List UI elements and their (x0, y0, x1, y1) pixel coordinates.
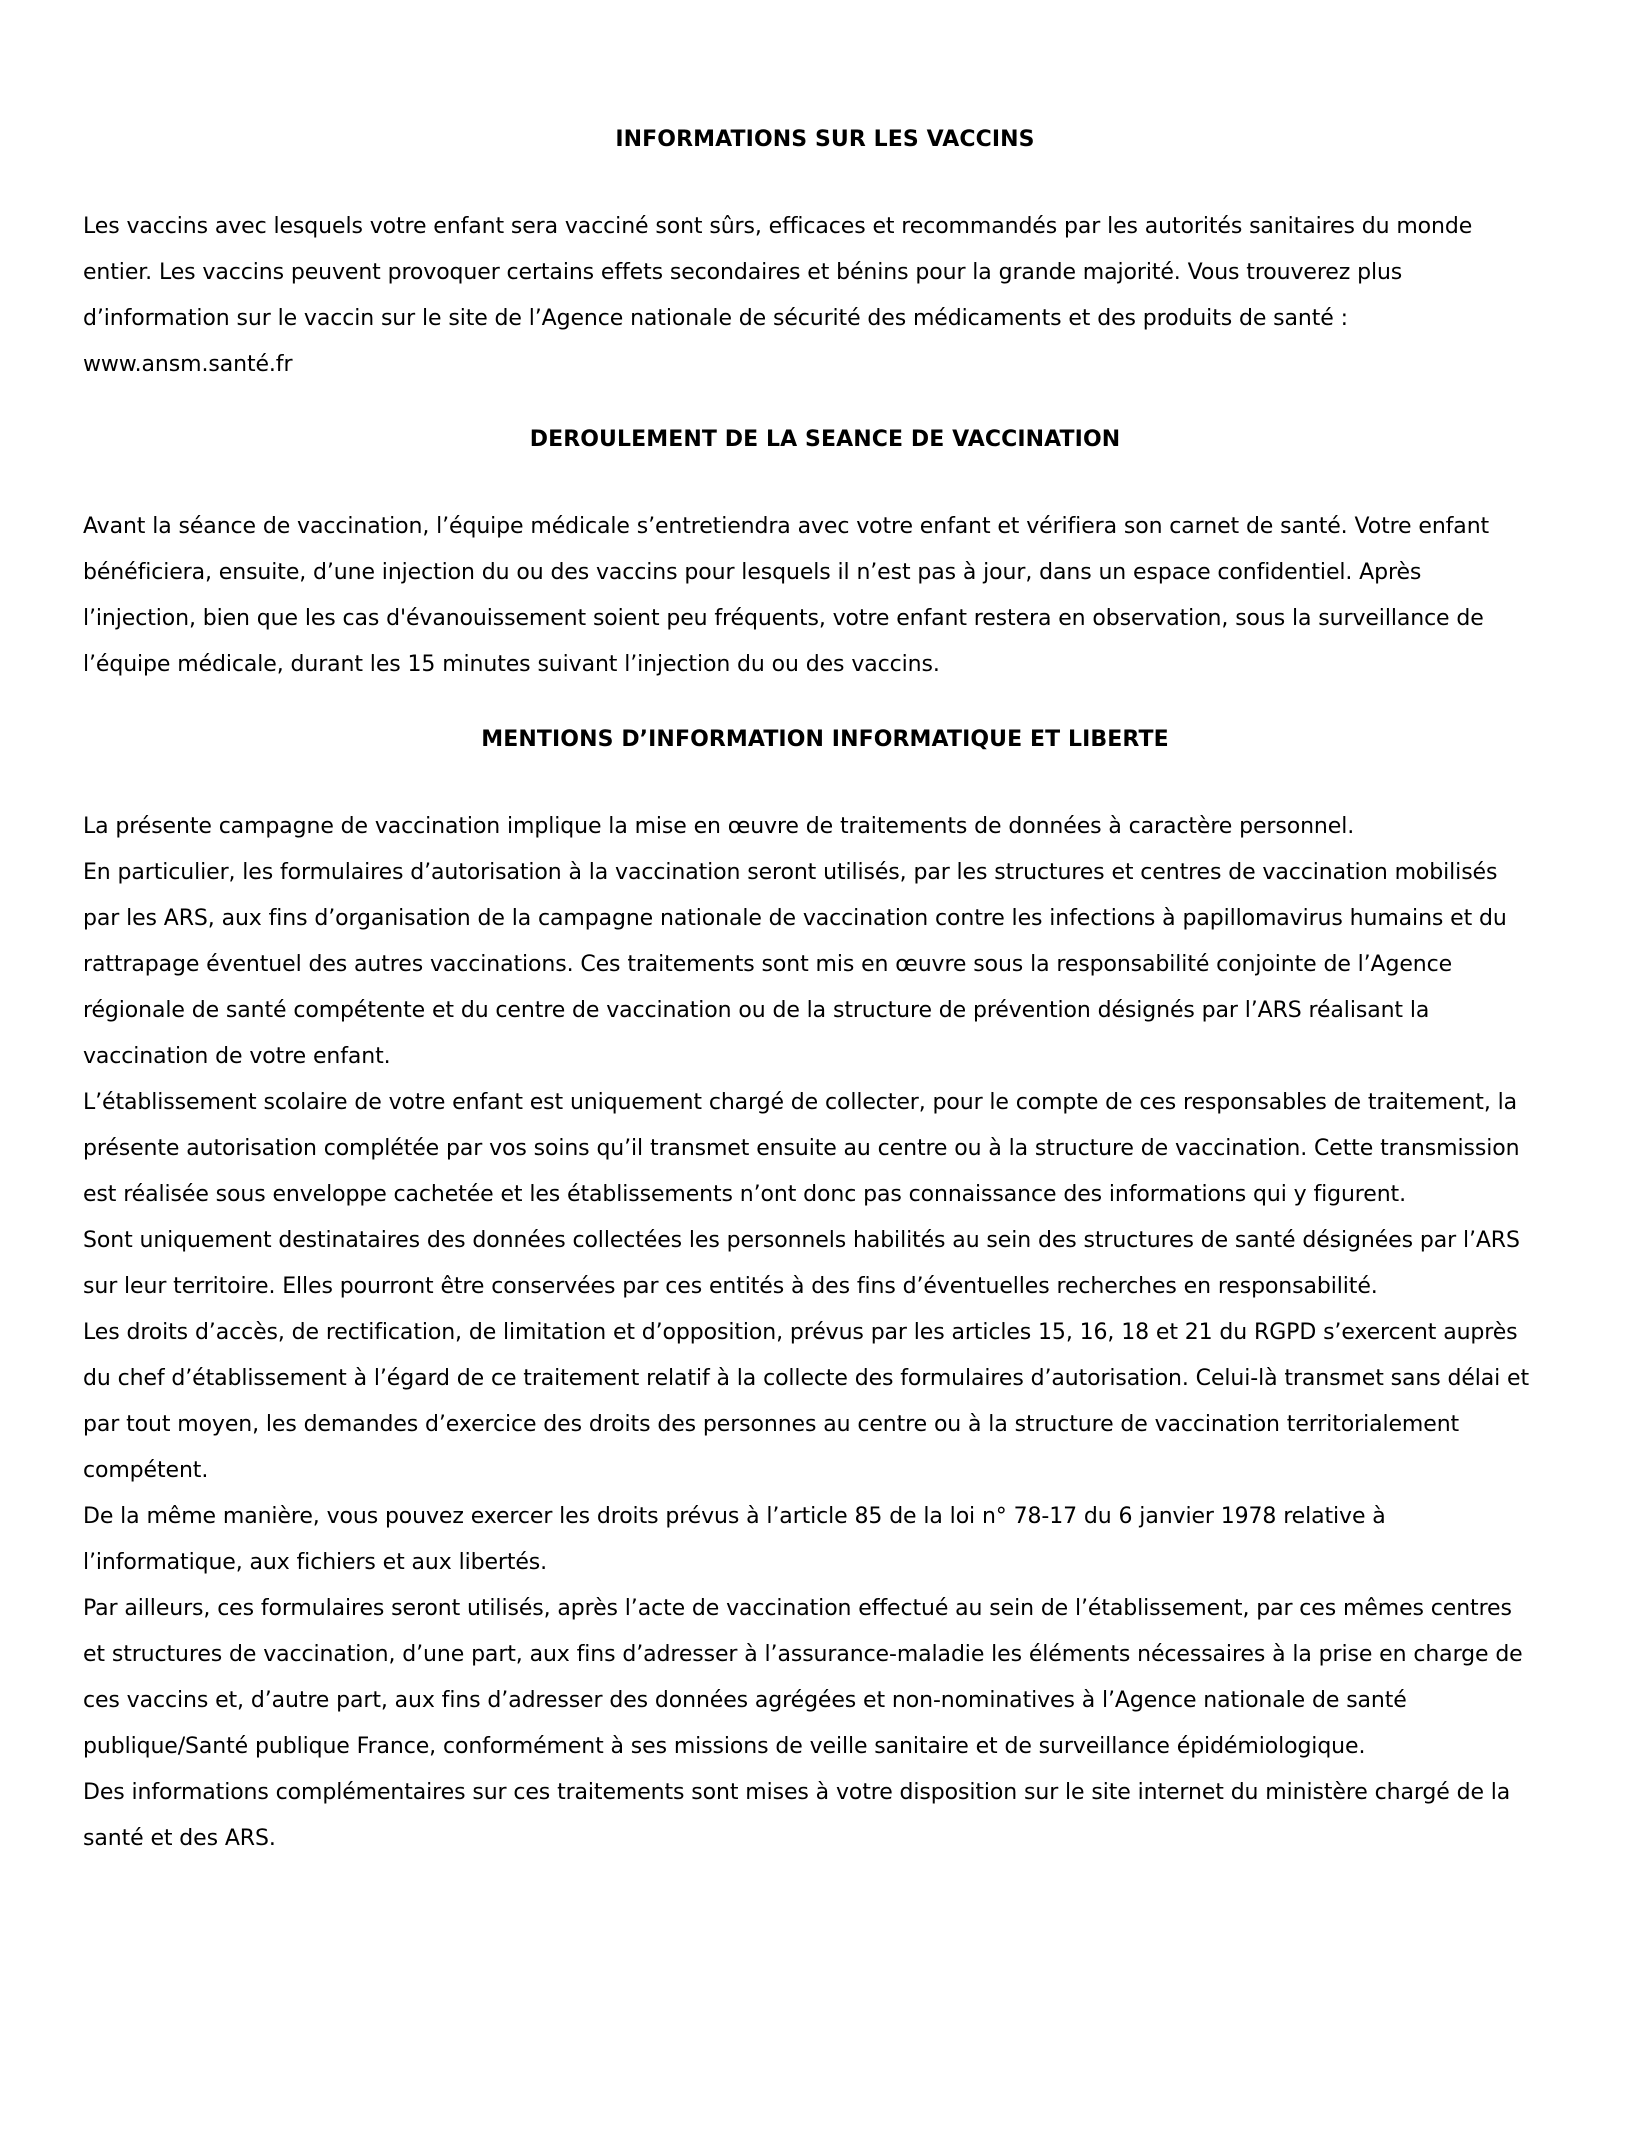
text-line: Sont uniquement destinataires des données collectées les personnels habilités au sein des structures de santé désignées par l’ARS (83, 1228, 1520, 1253)
text-line: Les droits d’accès, de rectification, de limitation et d’opposition, prévus par les articles 15, 16, 18 et 21 du RGPD s’exercent auprès (83, 1320, 1518, 1345)
text-line: régionale de santé compétente et du centre de vaccination ou de la structure de prévention désignés par l’ARS réalisant la (83, 998, 1430, 1023)
text-line: La présente campagne de vaccination implique la mise en œuvre de traitements de données à caractère personnel. (83, 814, 1355, 839)
text-line: Par ailleurs, ces formulaires seront utilisés, après l’acte de vaccination effectué au sein de l’établissement, par ces mêmes centres (83, 1596, 1512, 1621)
paragraph-deroulement (83, 504, 1567, 688)
section-title-mentions: MENTIONS D’INFORMATION INFORMATIQUE ET LIBERTE (481, 727, 1169, 752)
text-line: est réalisée sous enveloppe cachetée et les établissements n’ont donc pas connaissance des informations qui y figurent. (83, 1182, 1406, 1207)
text-line: par tout moyen, les demandes d’exercice des droits des personnes au centre ou à la structure de vaccination territorialement (83, 1412, 1460, 1437)
text-line: sur leur territoire. Elles pourront être conservées par ces entités à des fins d’éventuelles recherches en responsabilité. (83, 1274, 1378, 1299)
text-line: Avant la séance de vaccination, l’équipe médicale s’entretiendra avec votre enfant et vérifiera son carnet de santé. Votre enfant (83, 514, 1490, 539)
text-line: compétent. (83, 1458, 209, 1483)
text-line: rattrapage éventuel des autres vaccinations. Ces traitements sont mis en œuvre sous la responsabilité conjointe de l’Agence (83, 952, 1453, 977)
ansm-link-text: www.ansm.santé.fr (83, 352, 293, 377)
text-line: De la même manière, vous pouvez exercer les droits prévus à l’article 85 de la loi n° 78-17 du 6 janvier 1978 relative à (83, 1504, 1386, 1529)
section-title-deroulement: DEROULEMENT DE LA SEANCE DE VACCINATION (529, 427, 1121, 452)
document-content (83, 118, 1567, 1862)
text-line: du chef d’établissement à l’égard de ce traitement relatif à la collecte des formulaires d’autorisation. Celui-là transmet sans délai et (83, 1366, 1530, 1391)
text-line: ces vaccins et, d’autre part, aux fins d’adresser des données agrégées et non-nominatives à l’Agence nationale de santé (83, 1688, 1407, 1713)
paragraph-vaccins (83, 204, 1567, 388)
text-line: santé et des ARS. (83, 1826, 276, 1851)
text-line: En particulier, les formulaires d’autorisation à la vaccination seront utilisés, par les structures et centres de vaccination mobilisés (83, 860, 1498, 885)
text-line: publique/Santé publique France, conformément à ses missions de veille sanitaire et de surveillance épidémiologique. (83, 1734, 1366, 1759)
text-line: vaccination de votre enfant. (83, 1044, 391, 1069)
text-line: Les vaccins avec lesquels votre enfant sera vacciné sont sûrs, efficaces et recommandés par les autorités sanitaires du monde (83, 214, 1473, 239)
text-line: l’équipe médicale, durant les 15 minutes suivant l’injection du ou des vaccins. (83, 652, 940, 677)
text-line: et structures de vaccination, d’une part, aux fins d’adresser à l’assurance-maladie les éléments nécessaires à la prise en charge de (83, 1642, 1523, 1667)
text-line: présente autorisation complétée par vos soins qu’il transmet ensuite au centre ou à la structure de vaccination. Cette transmission (83, 1136, 1520, 1161)
text-line: l’informatique, aux fichiers et aux libertés. (83, 1550, 548, 1575)
text-line: entier. Les vaccins peuvent provoquer certains effets secondaires et bénins pour la grande majorité. Vous trouverez plus (83, 260, 1403, 285)
text-line: l’injection, bien que les cas d'évanouissement soient peu fréquents, votre enfant restera en observation, sous la surveillance de (83, 606, 1484, 631)
text-line: bénéficiera, ensuite, d’une injection du ou des vaccins pour lesquels il n’est pas à jour, dans un espace confidentiel. Après (83, 560, 1422, 585)
text-line: Des informations complémentaires sur ces traitements sont mises à votre disposition sur le site internet du ministère chargé de la (83, 1780, 1511, 1805)
section-title-vaccins: INFORMATIONS SUR LES VACCINS (615, 127, 1035, 152)
paragraph-mentions (83, 804, 1567, 1862)
text-line: L’établissement scolaire de votre enfant est uniquement chargé de collecter, pour le compte de ces responsables de traitement, la (83, 1090, 1517, 1115)
text-line: d’information sur le vaccin sur le site de l’Agence nationale de sécurité des médicaments et des produits de santé : (83, 306, 1348, 331)
text-line: par les ARS, aux fins d’organisation de la campagne nationale de vaccination contre les infections à papillomavirus humains et du (83, 906, 1507, 931)
